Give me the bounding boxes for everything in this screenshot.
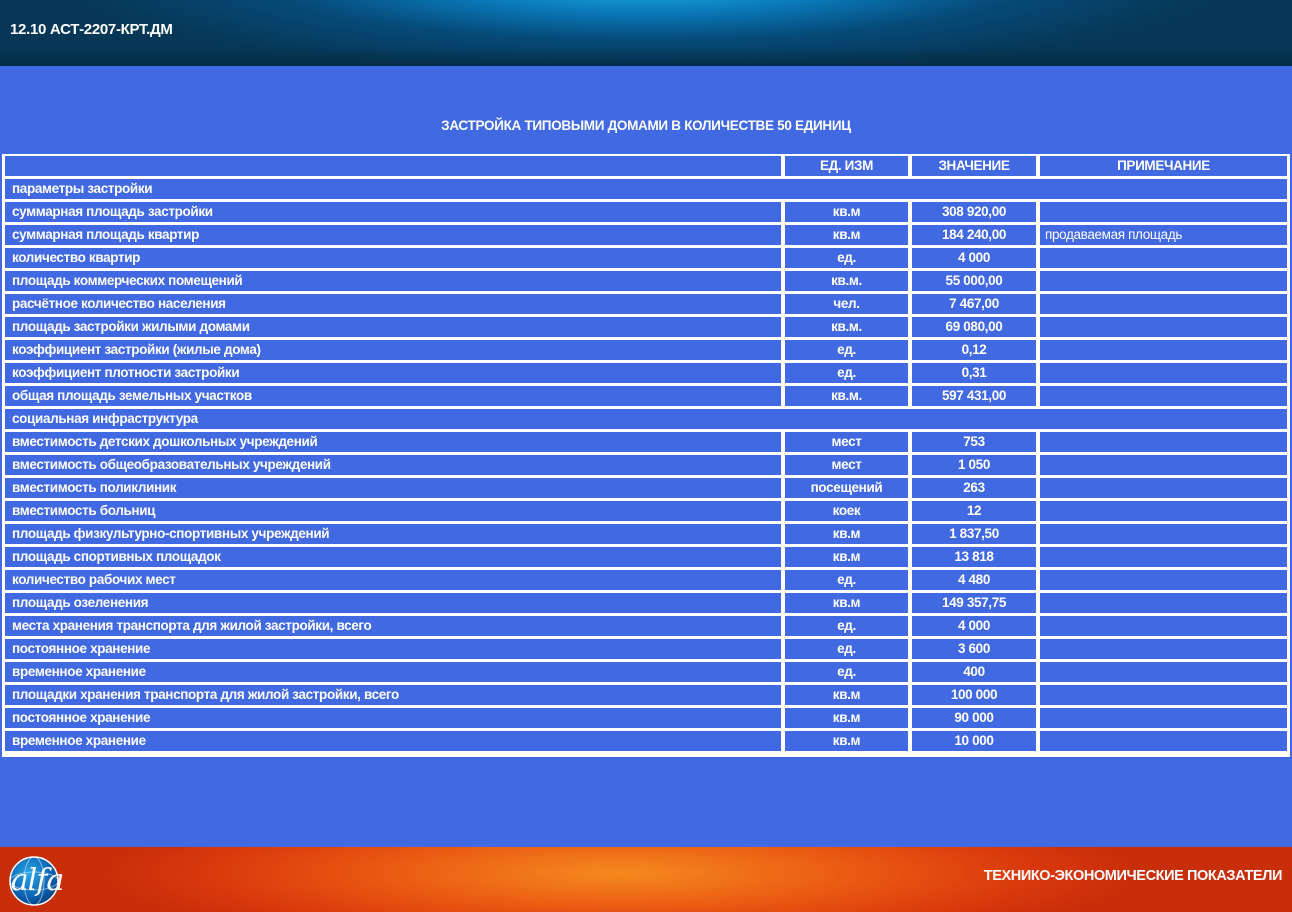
row-name: суммарная площадь застройки [5,202,785,222]
row-name: общая площадь земельных участков [5,386,785,406]
row-unit: кв.м. [785,317,912,337]
row-unit: кв.м [785,685,912,705]
row-value: 55 000,00 [912,271,1040,291]
row-unit: чел. [785,294,912,314]
row-name: постоянное хранение [5,708,785,728]
row-note: продаваемая площадь [1040,225,1287,245]
row-value: 184 240,00 [912,225,1040,245]
table-row [5,248,1287,268]
table-row [5,202,1287,222]
row-name: коэффициент застройки (жилые дома) [5,340,785,360]
row-name: площадки хранения транспорта для жилой застройки, всего [5,685,785,705]
row-value: 597 431,00 [912,386,1040,406]
row-unit: мест [785,432,912,452]
row-value: 0,31 [912,363,1040,383]
row-value: 0,12 [912,340,1040,360]
row-unit: кв.м [785,225,912,245]
row-value: 149 357,75 [912,593,1040,613]
row-note [1040,639,1287,659]
row-note [1040,708,1287,728]
row-note [1040,593,1287,613]
row-unit: кв.м. [785,386,912,406]
table-row [5,524,1287,544]
row-name: расчётное количество населения [5,294,785,314]
row-name: места хранения транспорта для жилой застройки, всего [5,616,785,636]
table-row [5,731,1287,751]
row-note [1040,547,1287,567]
row-unit: кв.м [785,202,912,222]
row-note [1040,662,1287,682]
logo-text: alfa [10,863,64,898]
table-row [5,593,1287,613]
page-title: ЗАСТРОЙКА ТИПОВЫМИ ДОМАМИ В КОЛИЧЕСТВЕ 50 ЕДИНИЦ [441,118,851,133]
document-code: 12.10 АСТ-2207-КРТ.ДМ [10,21,173,38]
table-row [5,317,1287,337]
row-unit: ед. [785,616,912,636]
row-value: 263 [912,478,1040,498]
row-value: 400 [912,662,1040,682]
row-unit: кв.м [785,547,912,567]
section-row [5,409,1287,429]
row-value: 4 000 [912,248,1040,268]
row-value: 7 467,00 [912,294,1040,314]
row-unit: мест [785,455,912,475]
row-name: временное хранение [5,731,785,751]
table-row [5,501,1287,521]
row-name: коэффициент плотности застройки [5,363,785,383]
row-note [1040,294,1287,314]
section-title: параметры застройки [5,179,1287,199]
footer-bar [0,847,1292,912]
row-name: суммарная площадь квартир [5,225,785,245]
row-unit: кв.м [785,731,912,751]
row-unit: кв.м [785,593,912,613]
row-note [1040,386,1287,406]
row-unit: ед. [785,363,912,383]
section-row [5,179,1287,199]
row-note [1040,501,1287,521]
header-bar [0,0,1292,66]
row-note [1040,363,1287,383]
row-value: 13 818 [912,547,1040,567]
footer-section-label: ТЕХНИКО-ЭКОНОМИЧЕСКИЕ ПОКАЗАТЕЛИ [983,868,1282,884]
row-value: 753 [912,432,1040,452]
table-row [5,616,1287,636]
row-value: 4 480 [912,570,1040,590]
row-value: 100 000 [912,685,1040,705]
row-note [1040,271,1287,291]
row-name: площадь застройки жилыми домами [5,317,785,337]
table-row [5,432,1287,452]
table-header-row [5,156,1287,176]
row-name: постоянное хранение [5,639,785,659]
table-row [5,662,1287,682]
header-value: ЗНАЧЕНИЕ [912,156,1040,176]
row-name: вместимость общеобразовательных учреждений [5,455,785,475]
row-unit: коек [785,501,912,521]
row-unit: ед. [785,570,912,590]
row-value: 1 837,50 [912,524,1040,544]
indicators-table-container [2,154,1290,757]
row-note [1040,685,1287,705]
row-name: вместимость детских дошкольных учреждений [5,432,785,452]
row-unit: ед. [785,248,912,268]
row-note [1040,202,1287,222]
row-name: площадь озеленения [5,593,785,613]
table-row [5,547,1287,567]
indicators-table [5,153,1287,754]
table-row [5,386,1287,406]
row-note [1040,317,1287,337]
row-value: 10 000 [912,731,1040,751]
row-unit: ед. [785,340,912,360]
row-value: 69 080,00 [912,317,1040,337]
row-name: площадь коммерческих помещений [5,271,785,291]
row-unit: кв.м. [785,271,912,291]
table-row [5,685,1287,705]
row-unit: посещений [785,478,912,498]
row-note [1040,455,1287,475]
row-note [1040,570,1287,590]
table-row [5,225,1287,245]
row-note [1040,340,1287,360]
row-note [1040,432,1287,452]
row-note [1040,616,1287,636]
row-name: временное хранение [5,662,785,682]
table-row [5,294,1287,314]
row-value: 3 600 [912,639,1040,659]
header-unit: ЕД. ИЗМ [785,156,912,176]
row-unit: ед. [785,639,912,659]
alfa-logo [6,853,68,908]
row-name: площадь физкультурно-спортивных учреждений [5,524,785,544]
row-note [1040,248,1287,268]
row-note [1040,731,1287,751]
row-unit: кв.м [785,708,912,728]
row-unit: кв.м [785,524,912,544]
row-unit: ед. [785,662,912,682]
table-row [5,708,1287,728]
row-note [1040,524,1287,544]
row-value: 1 050 [912,455,1040,475]
header-note: ПРИМЕЧАНИЕ [1040,156,1287,176]
table-row [5,271,1287,291]
row-name: вместимость больниц [5,501,785,521]
row-value: 12 [912,501,1040,521]
row-name: вместимость поликлиник [5,478,785,498]
section-title: социальная инфраструктура [5,409,1287,429]
table-row [5,570,1287,590]
table-row [5,455,1287,475]
row-name: площадь спортивных площадок [5,547,785,567]
row-note [1040,478,1287,498]
table-row [5,639,1287,659]
row-name: количество квартир [5,248,785,268]
table-row [5,363,1287,383]
table-row [5,478,1287,498]
row-value: 308 920,00 [912,202,1040,222]
table-body [5,179,1287,751]
row-name: количество рабочих мест [5,570,785,590]
header-name-cell [5,156,785,176]
main-panel [0,66,1292,847]
row-value: 4 000 [912,616,1040,636]
row-value: 90 000 [912,708,1040,728]
table-row [5,340,1287,360]
